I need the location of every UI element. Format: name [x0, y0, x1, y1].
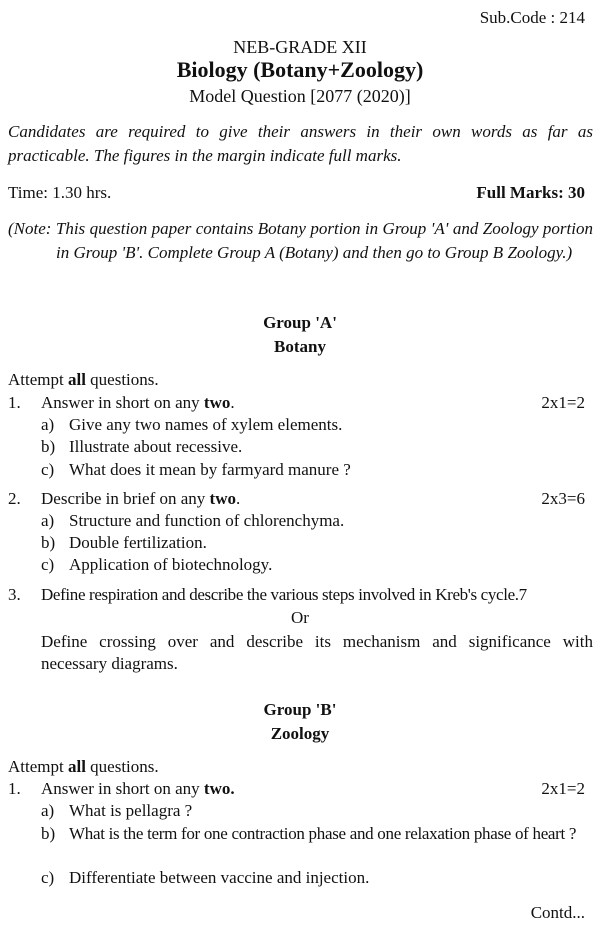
attempt-text-end: questions.	[85, 370, 159, 389]
time: Time: 1.30 hrs.	[8, 183, 112, 202]
subject-title: Biology (Botany+Zoology)	[176, 57, 424, 82]
group-b-subtitle: Zoology	[270, 724, 330, 743]
question-marks: 2x3=6	[541, 489, 585, 508]
question-number: 1.	[8, 779, 21, 798]
sub-question: a) Structure and function of chlorenchyma.	[41, 511, 345, 530]
or-separator: Or	[291, 608, 309, 627]
group-b-title: Group 'B'	[263, 700, 337, 719]
full-marks: Full Marks: 30	[476, 183, 585, 202]
group-a-title: Group 'A'	[263, 313, 337, 332]
attempt-text: Attempt	[8, 370, 68, 389]
question-marks: 2x1=2	[541, 393, 585, 412]
question-text: Describe in brief on any two.	[41, 489, 241, 508]
sub-question: b) What is the term for one contraction phase and one relaxation phase of heart ?	[41, 824, 577, 843]
question-number: 3.	[8, 585, 21, 604]
model-question-title: Model Question [2077 (2020)]	[189, 86, 411, 106]
question-text: Define respiration and describe the various steps involved in Kreb's cycle.7	[41, 585, 527, 604]
sub-question: c) Application of biotechnology.	[41, 555, 273, 574]
sub-question: a) Give any two names of xylem elements.	[41, 415, 343, 434]
question-marks: 2x1=2	[541, 779, 585, 798]
grade-title: NEB-GRADE XII	[233, 37, 367, 57]
attempt-text-end: questions.	[85, 757, 159, 776]
instructions: Candidates are required to give their answers in their own words as far as practicable. The figures in the margin indicate full marks.	[8, 122, 593, 165]
note: (Note: This question paper contains Botany portion in Group 'A' and Zoology portion in Group 'B'. Complete Group A (Botany) and then go to Group B Zoology.)	[8, 219, 593, 262]
group-b-attempt	[8, 757, 159, 777]
sub-question: a) What is pellagra ?	[41, 801, 193, 820]
continued-label: Contd...	[530, 903, 585, 922]
question-text: Answer in short on any two.	[41, 393, 235, 412]
attempt-bold: all	[67, 370, 86, 389]
question-number: 1.	[8, 393, 21, 412]
question-text: Answer in short on any two.	[41, 779, 235, 798]
sub-question: c) What does it mean by farmyard manure ?	[41, 460, 351, 479]
attempt-bold: all	[67, 757, 86, 776]
sub-question: b) Double fertilization.	[41, 533, 207, 552]
question-number: 2.	[8, 489, 21, 508]
alternative-question: Define crossing over and describe its mechanism and significance with necessary diagrams.	[41, 632, 593, 673]
sub-question: c) Differentiate between vaccine and injection.	[41, 868, 370, 887]
attempt-text: Attempt	[8, 757, 68, 776]
group-a-attempt	[8, 370, 159, 390]
sub-code: Sub.Code : 214	[479, 8, 585, 27]
sub-question: b) Illustrate about recessive.	[41, 437, 243, 456]
group-a-subtitle: Botany	[274, 337, 326, 356]
